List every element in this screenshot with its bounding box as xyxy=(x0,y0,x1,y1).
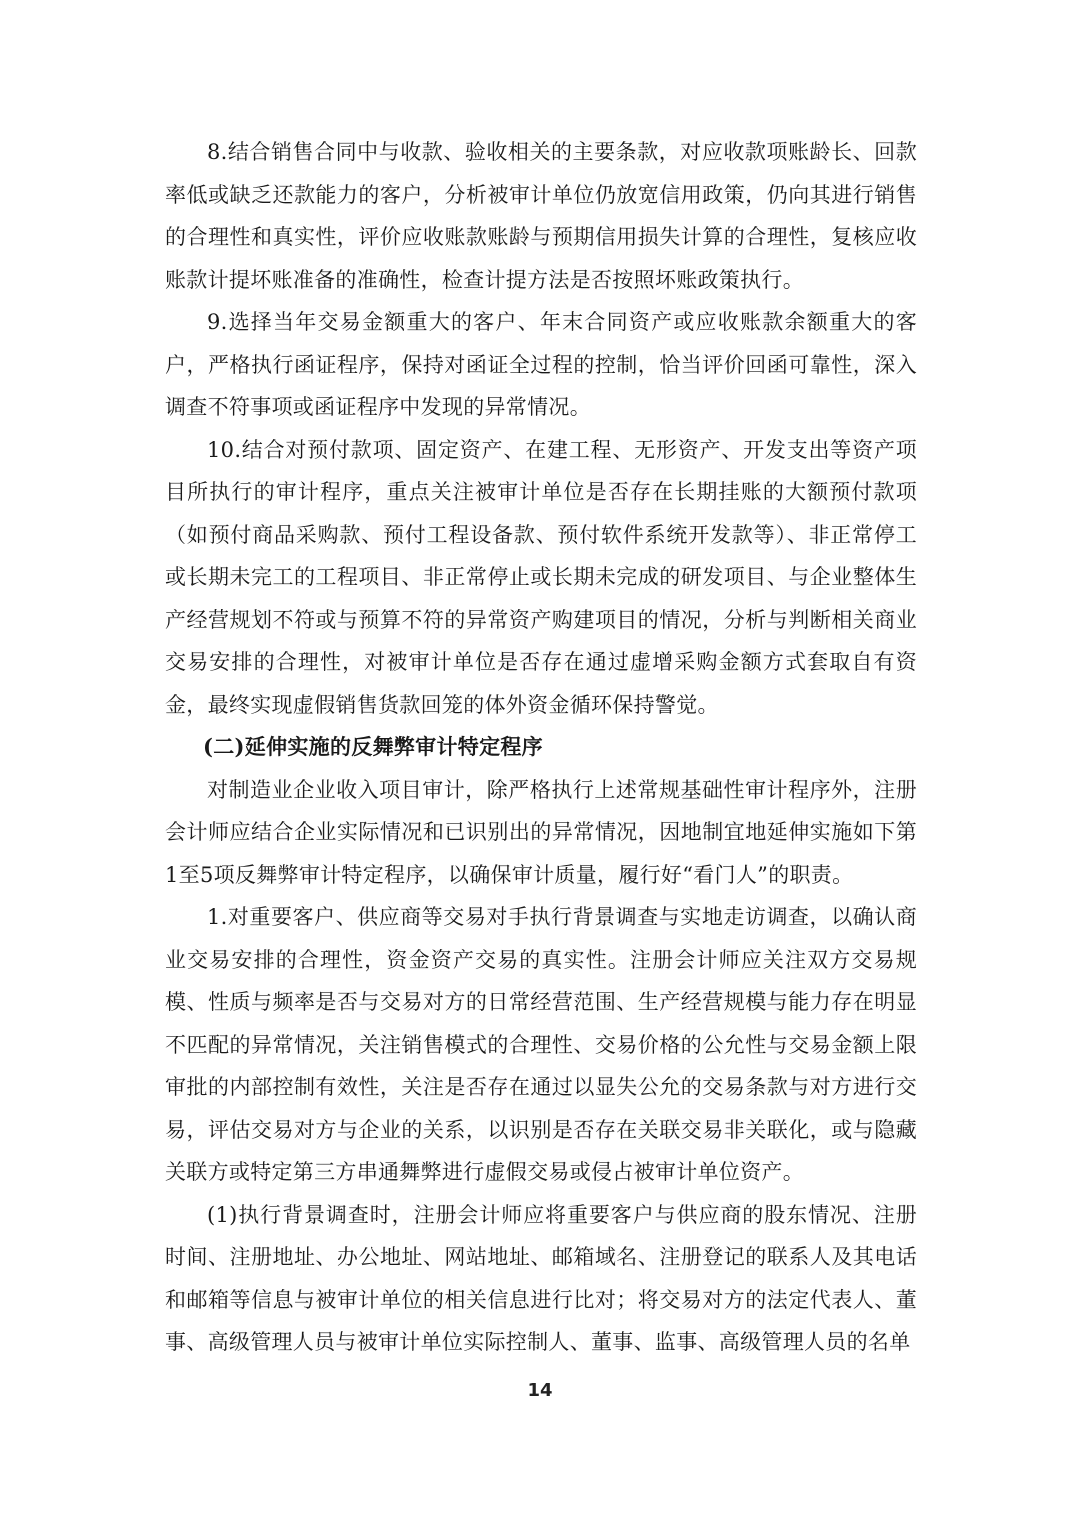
paragraph-item-10: 10.结合对预付款项、固定资产、在建工程、无形资产、开发支出等资产项目所执行的审计程序，重点关注被审计单位是否存在长期挂账的大额预付款项（如预付商品采购款、预付工程设备款、预付软件系统开发款等）、非正常停工或长期未完工的工程项目、非正常停止或长期未完成的研发项目、与企业整体生产经营规划不符或与预算不符的异常资产购建项目的情况，分析与判断相关商业交易安排的合理性，对被审计单位是否存在通过虚增采购金额方式套取自有资金，最终实现虚假销售货款回笼的体外资金循环保持警觉。 xyxy=(165,437,917,717)
paragraph-item-8: 8.结合销售合同中与收款、验收相关的主要条款，对应收款项账龄长、回款率低或缺乏还款能力的客户，分析被审计单位仍放宽信用政策，仍向其进行销售的合理性和真实性，评价应收账款账龄与预期信用损失计算的合理性，复核应收账款计提坏账准备的准确性，检查计提方法是否按照坏账政策执行。 xyxy=(165,140,917,292)
paragraph-item-9: 9.选择当年交易金额重大的客户、年末合同资产或应收账款余额重大的客户，严格执行函证程序，保持对函证全过程的控制，恰当评价回函可靠性，深入调查不符事项或函证程序中发现的异常情况。 xyxy=(165,310,917,419)
paragraph-item-1: 1.对重要客户、供应商等交易对手执行背景调查与实地走访调查，以确认商业交易安排的合理性，资金资产交易的真实性。注册会计师应关注双方交易规模、性质与频率是否与交易对方的日常经营范围、生产经营规模与能力存在明显不匹配的异常情况，关注销售模式的合理性、交易价格的公允性与交易金额上限审批的内部控制有效性，关注是否存在通过以显失公允的交易条款与对方进行交易，评估交易对方与企业的关系，以识别是否存在关联交易非关联化，或与隐藏关联方或特定第三方串通舞弊进行虚假交易或侵占被审计单位资产。 xyxy=(165,905,917,1184)
section-heading: (二)延伸实施的反舞弊审计特定程序 xyxy=(203,734,543,759)
paragraph-subitem-1: (1)执行背景调查时，注册会计师应将重要客户与供应商的股东情况、注册时间、注册地址、办公地址、网站地址、邮箱域名、注册登记的联系人及其电话和邮箱等信息与被审计单位的相关信息进行比对；将交易对方的法定代表人、董事、高级管理人员与被审计单位实际控制人、董事、监事、高级管理人员的名单 xyxy=(165,1202,917,1354)
page-number: 14 xyxy=(527,1380,553,1401)
paragraph-intro: 对制造业企业收入项目审计，除严格执行上述常规基础性审计程序外，注册会计师应结合企业实际情况和已识别出的异常情况，因地制宜地延伸实施如下第1至5项反舞弊审计特定程序，以确保审计质量，履行好“看门人”的职责。 xyxy=(165,777,917,887)
document-body xyxy=(165,131,917,1364)
